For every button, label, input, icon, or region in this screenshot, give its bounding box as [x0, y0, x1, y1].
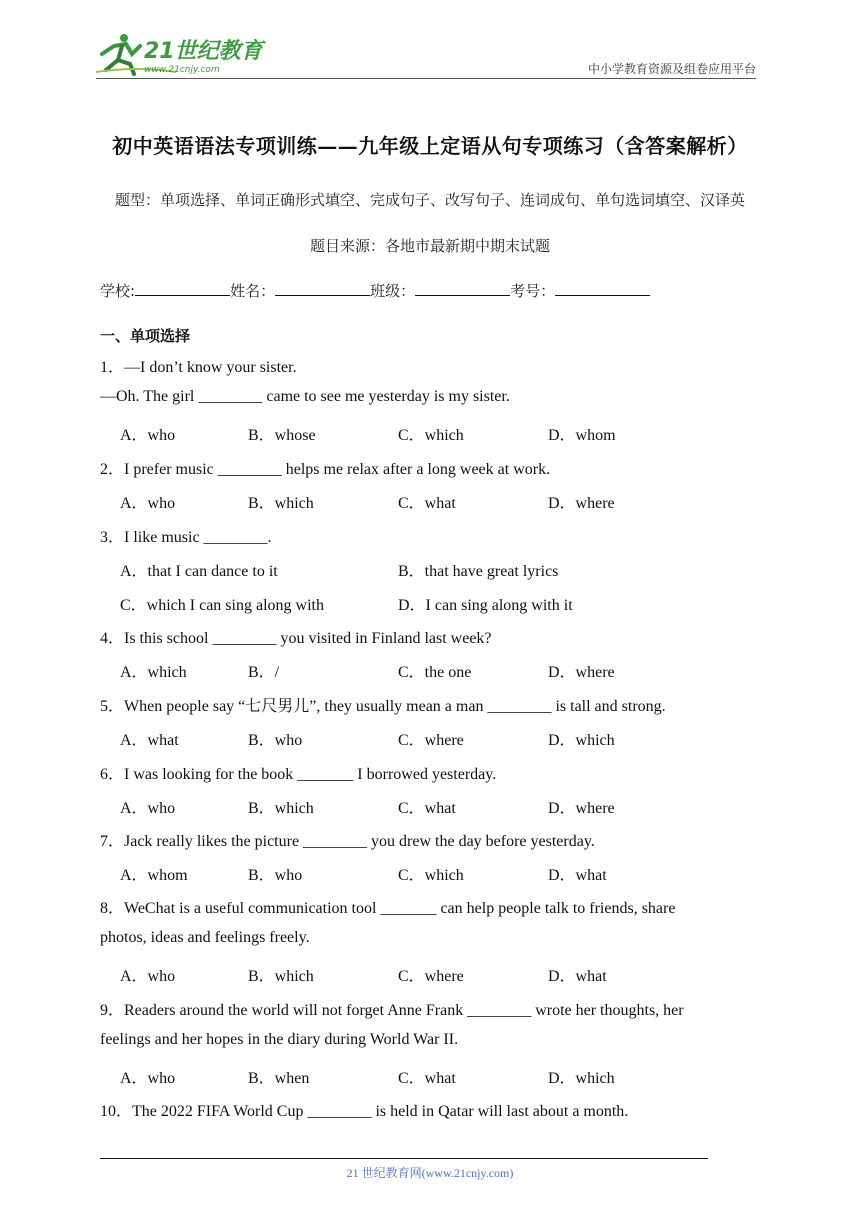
- option: B．which: [248, 968, 314, 985]
- name-label: 姓名：: [230, 282, 276, 300]
- question-line: —Oh. The girl ________ came to see me yesterday is my sister.: [100, 388, 510, 405]
- option: B．which: [248, 495, 314, 512]
- option: A．who: [120, 427, 176, 444]
- option: D．I can sing along with it: [398, 597, 573, 614]
- question-line: 1．—I don’t know your sister.: [100, 359, 297, 376]
- option: D．where: [548, 495, 615, 512]
- option: C．where: [398, 732, 464, 749]
- option: A．who: [120, 495, 176, 512]
- option: C．what: [398, 800, 456, 817]
- footer-divider: [100, 1158, 708, 1159]
- option: A．who: [120, 1070, 176, 1087]
- option: D．where: [548, 800, 615, 817]
- exam-number-blank[interactable]: [555, 281, 650, 296]
- class-field: [370, 280, 510, 301]
- option: A．whom: [120, 867, 188, 884]
- school-label: 学校:: [100, 282, 136, 300]
- option: A．which: [120, 664, 187, 681]
- option: B．who: [248, 867, 303, 884]
- option: C．which: [398, 427, 464, 444]
- exam-number-field: [510, 280, 650, 301]
- question-line: feelings and her hopes in the diary during World War II.: [100, 1031, 459, 1048]
- option: B．/: [248, 664, 280, 681]
- option: D．what: [548, 867, 607, 884]
- option: D．where: [548, 664, 615, 681]
- option: D．which: [548, 1070, 615, 1087]
- class-label: 班级：: [370, 282, 416, 300]
- option: C．what: [398, 1070, 456, 1087]
- question-line: 5．When people say “七尺男儿”, they usually mean a man ________ is tall and strong.: [100, 698, 666, 715]
- student-info-row: [100, 280, 650, 301]
- page-header: [0, 0, 860, 84]
- question-line: 3．I like music ________.: [100, 529, 272, 546]
- document-title: 初中英语语法专项训练——九年级上定语从句专项练习（含答案解析）: [112, 134, 748, 158]
- logo: [96, 32, 266, 81]
- option: B．which: [248, 800, 314, 817]
- school-field: [100, 280, 230, 301]
- logo-runner-icon: [96, 32, 266, 76]
- question-line: 9．Readers around the world will not forget Anne Frank ________ wrote her thoughts, her: [100, 1002, 684, 1019]
- school-blank[interactable]: [135, 281, 230, 296]
- option: C．the one: [398, 664, 472, 681]
- option: D．which: [548, 732, 615, 749]
- option: B．who: [248, 732, 303, 749]
- question-line: 4．Is this school ________ you visited in Finland last week?: [100, 630, 492, 647]
- option: A．what: [120, 732, 179, 749]
- logo-text: 21世纪教育: [144, 39, 263, 64]
- option: A．who: [120, 800, 176, 817]
- header-divider: [96, 78, 756, 79]
- question-source: 题目来源：各地市最新期中期末试题: [309, 237, 550, 255]
- option: C．which I can sing along with: [120, 597, 324, 614]
- option: B．when: [248, 1070, 310, 1087]
- option: B．whose: [248, 427, 316, 444]
- option: A．who: [120, 968, 176, 985]
- footer-link[interactable]: 21 世纪教育网(www.21cnjy.com): [346, 1166, 514, 1180]
- question-types: 题型：单项选择、单词正确形式填空、完成句子、改写句子、连词成句、单句选词填空、汉译英: [114, 191, 745, 209]
- logo-url: www.21cnjy.com: [144, 65, 220, 75]
- option: C．what: [398, 495, 456, 512]
- site-name: 中小学教育资源及组卷应用平台: [587, 62, 756, 76]
- option: C．where: [398, 968, 464, 985]
- name-blank[interactable]: [275, 281, 370, 296]
- question-line: 10．The 2022 FIFA World Cup ________ is held in Qatar will last about a month.: [100, 1103, 629, 1120]
- option: D．whom: [548, 427, 616, 444]
- option: A．that I can dance to it: [120, 563, 278, 580]
- question-line: photos, ideas and feelings freely.: [100, 929, 310, 946]
- option: D．what: [548, 968, 607, 985]
- question-line: 8．WeChat is a useful communication tool _______ can help people talk to friends, share: [100, 900, 676, 917]
- exam-number-label: 考号：: [510, 282, 556, 300]
- question-line: 6．I was looking for the book _______ I borrowed yesterday.: [100, 766, 497, 783]
- option: B．that have great lyrics: [398, 563, 559, 580]
- section-title: 一、单项选择: [100, 327, 191, 345]
- question-line: 2．I prefer music ________ helps me relax after a long week at work.: [100, 461, 551, 478]
- class-blank[interactable]: [415, 281, 510, 296]
- name-field: [230, 280, 370, 301]
- question-line: 7．Jack really likes the picture ________ you drew the day before yesterday.: [100, 833, 595, 850]
- option: C．which: [398, 867, 464, 884]
